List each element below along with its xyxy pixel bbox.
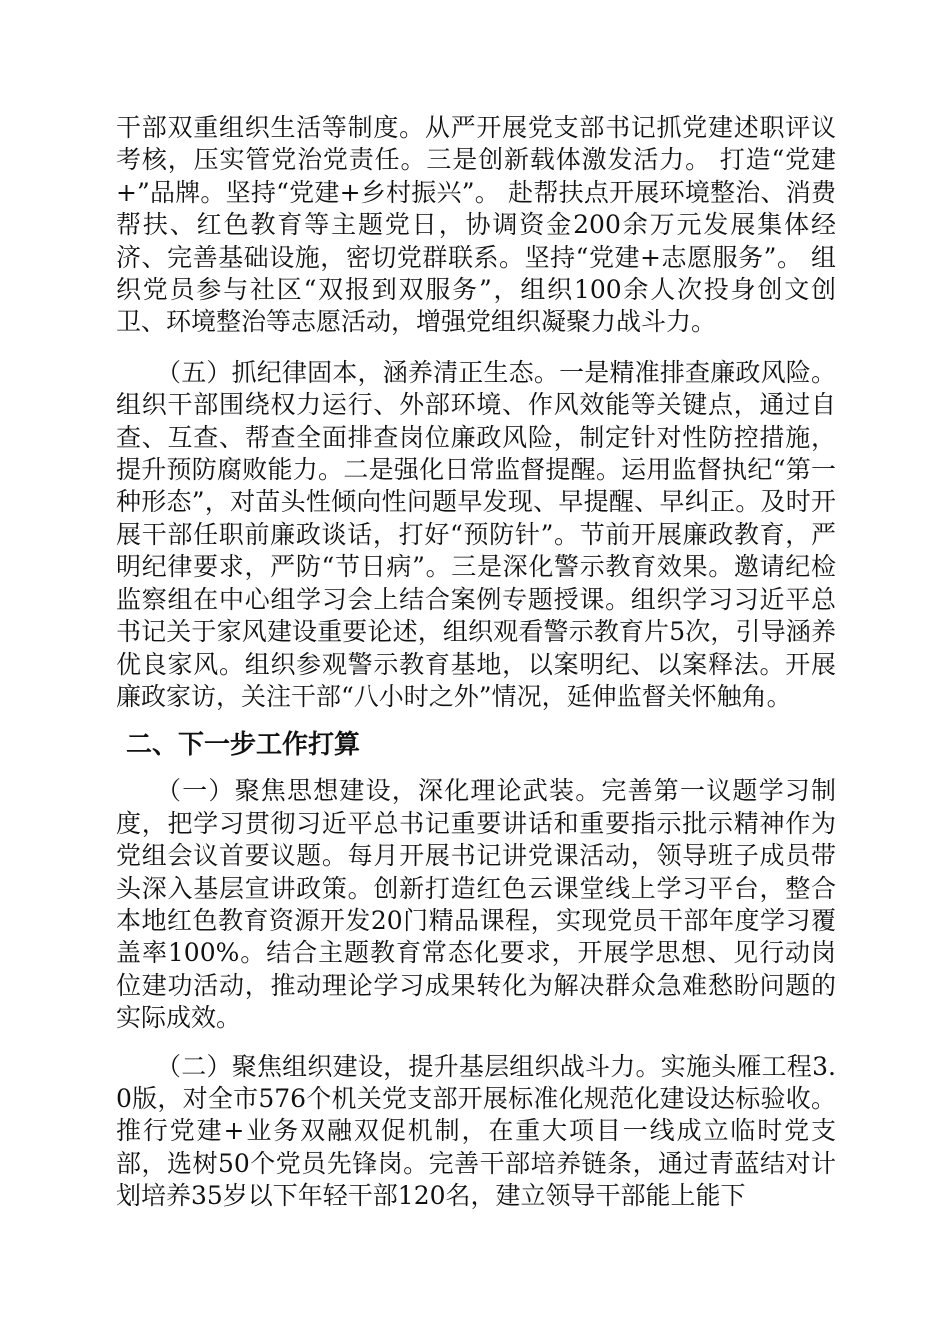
section-heading-next-steps: 二、下一步工作打算 <box>126 730 361 761</box>
paragraph-ideological-building: （一）聚焦思想建设，深化理论武装。完善第一议题学习制度，把学习贯彻习近平总书记重要讲话和重要指示批示精神作为党组会议首要议题。每月开展书记讲党课活动，领导班子成员带头深入基层宣讲政策。创新打造红色云课堂线上学习平台，整合本地红色教育资源开发20门精品课程，实现党员干部年度学习覆盖率100%。结合主题教育常态化要求，开展学思想、见行动岗位建功活动，推动理论学习成果转化为解决群众急难愁盼问题的实际成效。 <box>116 776 836 1033</box>
document-body <box>116 112 836 1213</box>
paragraph-discipline: （五）抓纪律固本，涵养清正生态。一是精准排查廉政风险。 组织干部围绕权力运行、外部环境、作风效能等关键点，通过自查、互查、帮查全面排查岗位廉政风险，制定针对性防控措施，提升预防腐败能力。二是强化日常监督提醒。运用监督执纪“第一种形态”，对苗头性倾向性问题早发现、早提醒、早纠正。及时开展干部任职前廉政谈话，打好“预防针”。节前开展廉政教育，严明纪律要求，严防“节日病”。三是深化警示教育效果。邀请纪检监察组在中心组学习会上结合案例专题授课。组织学习习近平总书记关于家风建设重要论述，组织观看警示教育片5次，引导涵养优良家风。组织参观警示教育基地，以案明纪、以案释法。开展廉政家访，关注干部“八小时之外”情况，延伸监督关怀触角。 <box>116 357 836 711</box>
paragraph-organizational-building: （二）聚焦组织建设，提升基层组织战斗力。实施头雁工程3.0版，对全市576个机关党支部开展标准化规范化建设达标验收。推行党建+业务双融双促机制，在重大项目一线成立临时党支部，选树50个党员先锋岗。完善干部培养链条，通过青蓝结对计划培养35岁以下年轻干部120名，建立领导干部能上能下 <box>116 1051 836 1211</box>
paragraph-continuation: 干部双重组织生活等制度。从严开展党支部书记抓党建述职评议考核，压实管党治党责任。三是创新载体激发活力。 打造“党建+”品牌。坚持“党建+乡村振兴”。 赴帮扶点开展环境整治、消费帮扶、红色教育等主题党日，协调资金200余万元发展集体经济、完善基础设施，密切党群联系。坚持“党建+志愿服务”。 组织党员参与社区“双报到双服务”，组织100余人次投身创文创卫、环境整治等志愿活动，增强党组织凝聚力战斗力。 <box>116 113 836 337</box>
